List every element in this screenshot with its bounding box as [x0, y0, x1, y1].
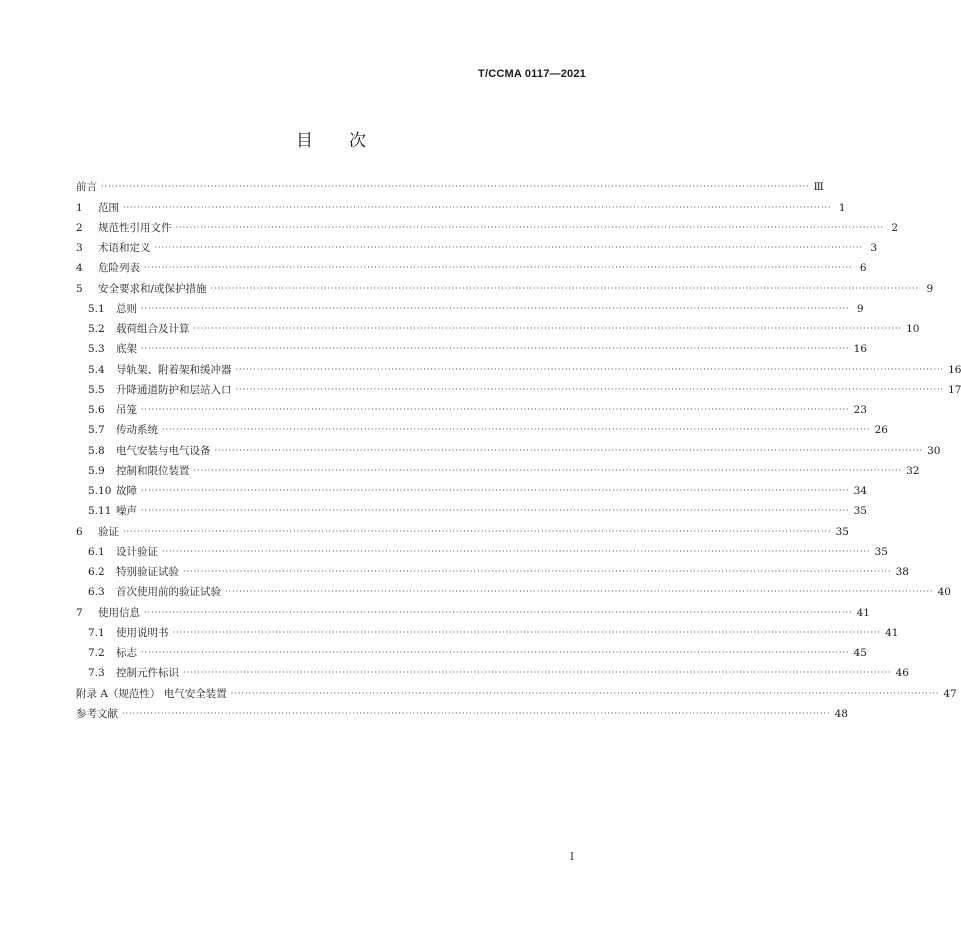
toc-entry-page: 35	[853, 505, 867, 518]
toc-entry-label: 参考文献	[76, 707, 118, 720]
toc-entry[interactable]	[76, 177, 824, 197]
toc-entry-number: 5.9	[88, 464, 105, 477]
toc-entry-page: 9	[856, 302, 864, 315]
toc-entry[interactable]	[76, 521, 849, 541]
toc-leader-dots: ········································································································································································································	[141, 344, 850, 354]
toc-entry-number: 7.2	[88, 647, 105, 659]
toc-entry-label: 吊笼	[116, 404, 137, 416]
toc-entry-number: 1	[76, 201, 83, 214]
toc-entry-label: 控制和限位装置	[116, 464, 190, 477]
toc-entry-label: 验证	[98, 525, 119, 538]
toc-entry-label: 底架	[116, 343, 137, 356]
toc-entry-page: 41	[856, 606, 870, 619]
toc-entry-label: 范围	[98, 201, 119, 214]
toc-leader-dots: ········································································································································································································	[175, 222, 885, 232]
toc-leader-dots: ········································································································································································································	[144, 607, 853, 617]
toc-entry[interactable]	[76, 461, 920, 481]
toc-entry-label: 总则	[116, 302, 137, 315]
toc-entry-page: 38	[895, 566, 909, 578]
toc-entry-number: 5	[76, 282, 83, 295]
toc-entry-number: 6.3	[88, 586, 105, 599]
toc-entry[interactable]	[76, 683, 957, 703]
toc-leader-dots: ········································································································································································································	[141, 506, 850, 516]
toc-entry-page: 46	[895, 667, 909, 680]
toc-entry[interactable]	[76, 400, 867, 420]
toc-entry-number: 3	[76, 242, 83, 254]
toc-entry-page: 26	[874, 424, 888, 437]
toc-leader-dots: ········································································································································································································	[122, 708, 831, 718]
toc-leader-dots: ········································································································································································································	[230, 688, 940, 698]
toc-leader-dots: ········································································································································································································	[141, 405, 850, 414]
toc-entry-number: 5.2	[88, 323, 105, 335]
toc-entry[interactable]	[76, 602, 870, 622]
toc-entry[interactable]	[76, 704, 848, 724]
toc-entry-label: 传动系统	[116, 424, 158, 437]
toc-leader-dots: ········································································································································································································	[183, 567, 892, 576]
toc-entry[interactable]	[76, 501, 867, 521]
toc-entry-page: 2	[891, 221, 899, 234]
toc-leader-dots: ········································································································································································································	[214, 445, 924, 455]
toc-leader-dots: ········································································································································································································	[162, 425, 871, 435]
toc-entry-number: 7.1	[88, 626, 105, 639]
toc-entry-label: 规范性引用文件	[98, 221, 172, 234]
toc-entry[interactable]	[76, 562, 909, 582]
toc-leader-dots: ········································································································································································································	[235, 364, 945, 374]
toc-entry-page: 23	[853, 404, 867, 416]
toc-entry-page: 32	[906, 464, 920, 477]
toc-entry-number: 6.2	[88, 566, 105, 578]
toc-entry-number: 5.1	[88, 302, 105, 315]
toc-entry-number: 5.3	[88, 343, 105, 356]
toc-entry-number: 6.1	[88, 545, 105, 558]
toc-leader-dots: ········································································································································································································	[162, 546, 871, 556]
toc-entry-page: 47	[943, 687, 957, 700]
toc-entry-label: 附录 A（规范性） 电气安全装置	[76, 687, 227, 700]
toc-entry-page: 41	[885, 626, 899, 639]
toc-entry[interactable]	[76, 481, 867, 501]
toc-leader-dots: ········································································································································································································	[141, 486, 850, 495]
toc-entry[interactable]	[76, 278, 934, 298]
toc-entry-label: 控制元件标识	[116, 667, 179, 680]
toc-entry-page: Ⅲ	[813, 181, 824, 194]
toc-entry-label: 安全要求和/或保护措施	[98, 282, 207, 295]
toc-entry[interactable]	[76, 299, 864, 319]
toc-leader-dots: ········································································································································································································	[183, 668, 892, 678]
toc-entry-label: 故障	[116, 485, 137, 497]
toc-entry-page: 34	[853, 485, 867, 497]
toc-entry-page: 16	[948, 363, 961, 376]
toc-entry-number: 4	[76, 262, 83, 275]
toc-entry[interactable]	[76, 643, 867, 663]
toc-leader-dots: ········································································································································································································	[225, 587, 934, 597]
toc-leader-dots: ········································································································································································································	[235, 384, 945, 394]
toc-entry-number: 7.3	[88, 667, 105, 680]
toc-leader-dots: ········································································································································································································	[154, 243, 864, 252]
toc-entry[interactable]	[76, 663, 909, 683]
toc-entry-label: 术语和定义	[98, 242, 151, 254]
standard-number: T/CCMA 0117—2021	[478, 68, 586, 80]
toc-leader-dots: ········································································································································································································	[101, 182, 810, 192]
toc-entry-number: 5.8	[88, 444, 105, 457]
toc-entry-label: 载荷组合及计算	[116, 323, 190, 335]
toc-entry-page: 3	[870, 242, 878, 254]
page-title: 目次	[296, 131, 402, 151]
toc-entry[interactable]	[76, 420, 888, 440]
toc-leader-dots: ········································································································································································································	[123, 202, 832, 212]
toc-entry-page: 35	[874, 545, 888, 558]
toc-entry-page: 45	[853, 647, 867, 659]
toc-entry-number: 2	[76, 221, 83, 234]
toc-entry-page: 9	[926, 282, 934, 295]
toc-entry-page: 35	[835, 525, 849, 538]
toc-entry[interactable]	[76, 238, 878, 258]
toc-entry[interactable]	[76, 218, 899, 238]
toc-entry-label: 使用说明书	[116, 626, 169, 639]
toc-entry-number: 5.7	[88, 424, 105, 437]
toc-leader-dots: ········································································································································································································	[193, 465, 903, 475]
toc-entry-label: 危险列表	[98, 262, 140, 275]
toc-entry[interactable]	[76, 582, 951, 602]
toc-entry-label: 特别验证试验	[116, 566, 179, 578]
toc-entry-page: 10	[906, 323, 920, 335]
toc-entry-number: 6	[76, 525, 83, 538]
toc-entry[interactable]	[76, 339, 867, 359]
toc-entry-page: 48	[834, 707, 848, 720]
toc-entry[interactable]	[76, 359, 961, 379]
toc-entry-number: 5.4	[88, 363, 105, 376]
toc-entry-page: 1	[838, 201, 846, 214]
toc-entry-label: 标志	[116, 647, 137, 659]
toc-entry[interactable]	[76, 319, 920, 339]
toc-entry-page: 16	[853, 343, 867, 356]
page-number: Ⅰ	[570, 852, 574, 863]
table-of-contents	[76, 177, 961, 724]
toc-entry-label: 电气安装与电气设备	[116, 444, 211, 457]
toc-entry-number: 5.11	[88, 505, 112, 518]
toc-entry[interactable]	[76, 542, 888, 562]
toc-entry-label: 导轨架、附着架和缓冲器	[116, 363, 232, 376]
toc-entry-label: 升降通道防护和层站入口	[116, 383, 232, 396]
toc-entry-page: 17	[948, 383, 961, 396]
toc-leader-dots: ········································································································································································································	[141, 303, 850, 313]
toc-entry-page: 6	[859, 262, 867, 275]
toc-entry-number: 5.10	[88, 485, 112, 497]
toc-entry[interactable]	[76, 258, 867, 278]
toc-leader-dots: ········································································································································································································	[210, 283, 920, 293]
toc-leader-dots: ········································································································································································································	[123, 526, 832, 536]
toc-entry-label: 使用信息	[98, 606, 140, 619]
toc-entry[interactable]	[76, 197, 846, 217]
toc-entry[interactable]	[76, 440, 941, 460]
toc-leader-dots: ········································································································································································································	[141, 648, 850, 657]
toc-leader-dots: ········································································································································································································	[193, 324, 903, 333]
toc-entry-label: 噪声	[116, 505, 137, 518]
toc-entry-number: 5.5	[88, 383, 105, 396]
toc-entry-page: 30	[927, 444, 941, 457]
toc-entry-label: 首次使用前的验证试验	[116, 586, 221, 599]
toc-entry[interactable]	[76, 623, 899, 643]
toc-entry-label: 前言	[76, 181, 97, 194]
toc-leader-dots: ········································································································································································································	[172, 627, 882, 637]
toc-leader-dots: ········································································································································································································	[144, 263, 853, 273]
toc-entry[interactable]	[76, 380, 961, 400]
toc-entry-number: 5.6	[88, 404, 105, 416]
toc-entry-number: 7	[76, 606, 83, 619]
toc-entry-page: 40	[937, 586, 951, 599]
toc-entry-label: 设计验证	[116, 545, 158, 558]
